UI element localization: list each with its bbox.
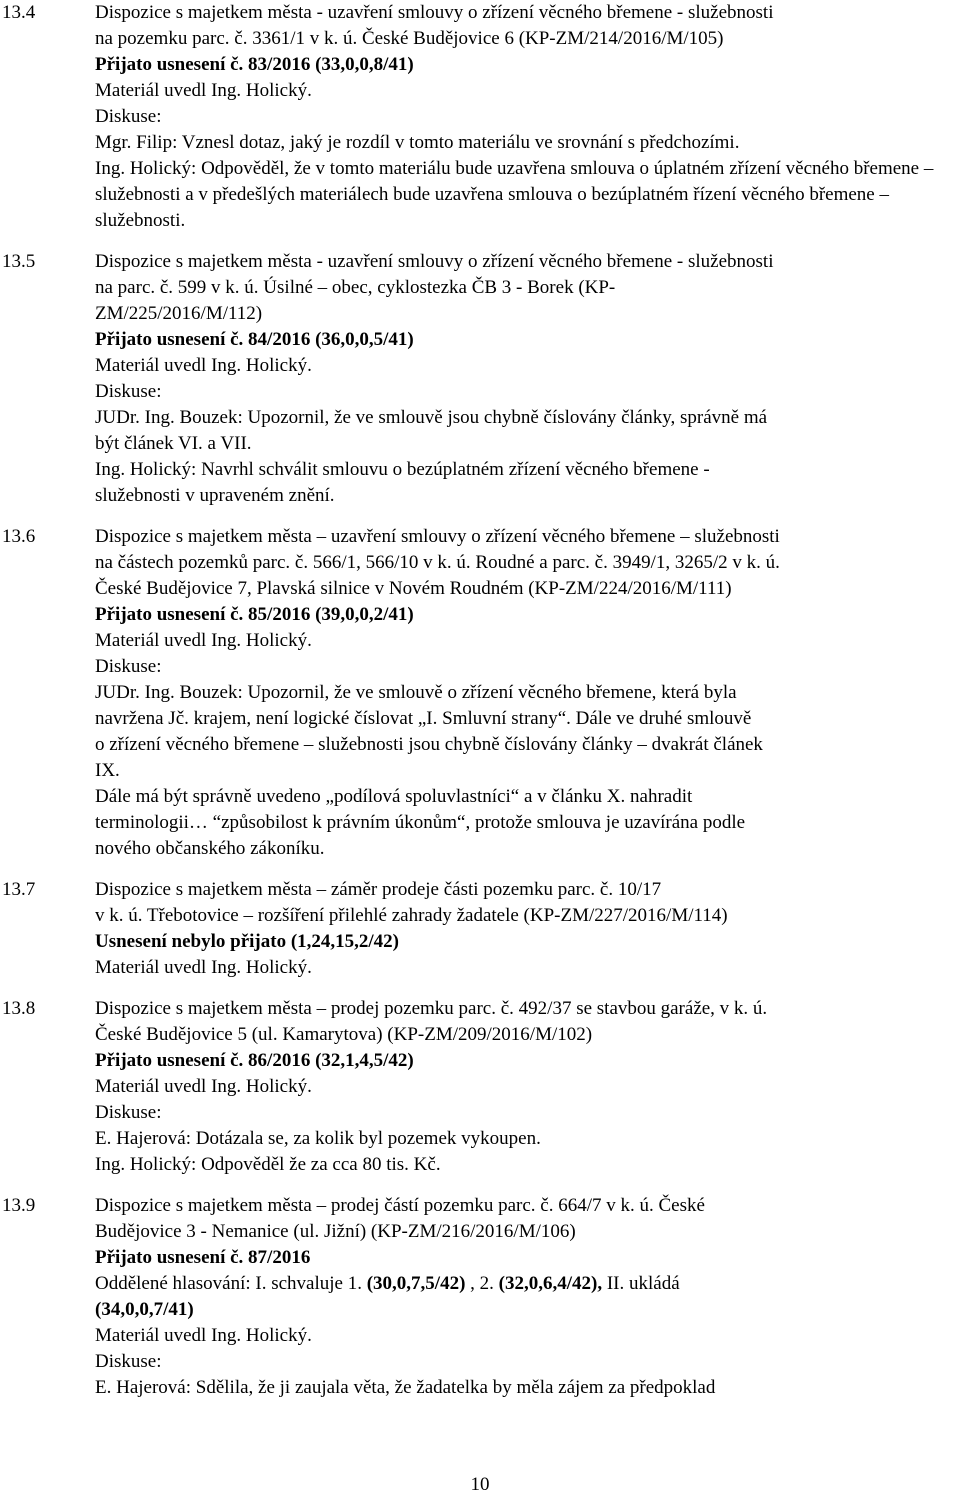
discussion-line: Ing. Holický: Odpověděl že za cca 80 tis. Kč. bbox=[95, 1154, 441, 1175]
resolution-line: Usnesení nebylo přijato (1,24,15,2/42) bbox=[95, 931, 399, 952]
discussion-line: E. Hajerová: Sdělila, že ji zaujala věta, že žadatelka by měla zájem za předpoklad bbox=[95, 1377, 716, 1398]
page-number: 10 bbox=[470, 1474, 490, 1495]
discussion-line: E. Hajerová: Dotázala se, za kolik byl pozemek vykoupen. bbox=[95, 1128, 541, 1149]
discussion-line: o zřízení věcného břemene – služebnosti jsou chybně číslovány články – dvakrát článek bbox=[95, 734, 763, 755]
vote-separator: II. ukládá bbox=[602, 1273, 680, 1294]
discussion-line: nového občanského zákoníku. bbox=[95, 838, 325, 859]
discussion-line: Dále má být správně uvedeno „podílová spoluvlastníci“ a v článku X. nahradit bbox=[95, 786, 693, 807]
item-title-line: Dispozice s majetkem města – prodej pozemku parc. č. 492/37 se stavbou garáže, v k. ú. bbox=[95, 998, 768, 1019]
item-title-line: v k. ú. Třebotovice – rozšíření přilehlé zahrady žadatele (KP-ZM/227/2016/M/114) bbox=[95, 905, 728, 926]
agenda-item-13-7 bbox=[0, 877, 955, 981]
discussion-label: Diskuse: bbox=[95, 1351, 162, 1372]
item-number: 13.9 bbox=[2, 1195, 36, 1216]
vote-result-3: (34,0,0,7/41) bbox=[95, 1299, 194, 1320]
item-title-line: na částech pozemků parc. č. 566/1, 566/10 v k. ú. Roudné a parc. č. 3949/1, 3265/2 v k. ú. bbox=[95, 552, 780, 573]
vote-separator: , 2. bbox=[465, 1273, 499, 1294]
presenter-line: Materiál uvedl Ing. Holický. bbox=[95, 355, 312, 376]
presenter-line: Materiál uvedl Ing. Holický. bbox=[95, 80, 312, 101]
resolution-line: Přijato usnesení č. 86/2016 (32,1,4,5/42) bbox=[95, 1050, 414, 1071]
discussion-line: služebnosti v upraveném znění. bbox=[95, 485, 335, 506]
item-number: 13.6 bbox=[2, 526, 36, 547]
item-title-line: České Budějovice 7, Plavská silnice v Novém Roudném (KP-ZM/224/2016/M/111) bbox=[95, 578, 732, 599]
discussion-line: JUDr. Ing. Bouzek: Upozornil, že ve smlouvě jsou chybně číslovány články, správně má bbox=[95, 407, 768, 428]
presenter-line: Materiál uvedl Ing. Holický. bbox=[95, 630, 312, 651]
discussion-label: Diskuse: bbox=[95, 381, 162, 402]
vote-prefix: Oddělené hlasování: I. schvaluje 1. bbox=[95, 1273, 367, 1294]
presenter-line: Materiál uvedl Ing. Holický. bbox=[95, 1076, 312, 1097]
presenter-line: Materiál uvedl Ing. Holický. bbox=[95, 957, 312, 978]
discussion-label: Diskuse: bbox=[95, 1102, 162, 1123]
discussion-label: Diskuse: bbox=[95, 106, 162, 127]
discussion-line: Mgr. Filip: Vznesl dotaz, jaký je rozdíl v tomto materiálu ve srovnání s předchozími. bbox=[95, 132, 740, 153]
item-title-line: Dispozice s majetkem města – uzavření smlouvy o zřízení věcného břemene – služebnosti bbox=[95, 526, 780, 547]
resolution-line: Přijato usnesení č. 83/2016 (33,0,0,8/41) bbox=[95, 54, 414, 75]
discussion-label: Diskuse: bbox=[95, 656, 162, 677]
discussion-line: Ing. Holický: Navrhl schválit smlouvu o bezúplatném zřízení věcného břemene - bbox=[95, 459, 710, 480]
item-number: 13.7 bbox=[2, 879, 36, 900]
item-title-line: ZM/225/2016/M/112) bbox=[95, 303, 263, 324]
agenda-item-13-5 bbox=[0, 249, 955, 509]
resolution-line: Přijato usnesení č. 87/2016 bbox=[95, 1247, 311, 1268]
item-title-line: Dispozice s majetkem města – záměr prodeje části pozemku parc. č. 10/17 bbox=[95, 879, 662, 900]
agenda-item-13-9 bbox=[0, 1193, 955, 1401]
vote-line bbox=[95, 1271, 955, 1297]
item-number: 13.8 bbox=[2, 998, 36, 1019]
discussion-line: být článek VI. a VII. bbox=[95, 433, 252, 454]
resolution-line: Přijato usnesení č. 85/2016 (39,0,0,2/41) bbox=[95, 604, 414, 625]
item-title-line: na pozemku parc. č. 3361/1 v k. ú. České Budějovice 6 (KP-ZM/214/2016/M/105) bbox=[95, 28, 724, 49]
vote-result-1: (30,0,7,5/42) bbox=[366, 1273, 466, 1294]
agenda-item-13-8 bbox=[0, 996, 955, 1178]
vote-result-2: (32,0,6,4/42), bbox=[498, 1273, 603, 1294]
discussion-paragraph: Ing. Holický: Odpověděl, že v tomto materiálu bude uzavřena smlouva o úplatném zřízení věcného břemene – služebnosti a v předešlých materiálech bude uzavřena smlouva o bezúplatném řízení věcného břemene – služebnosti. bbox=[95, 158, 934, 231]
item-title-line: Dispozice s majetkem města - uzavření smlouvy o zřízení věcného břemene - služebnosti bbox=[95, 2, 774, 23]
presenter-line: Materiál uvedl Ing. Holický. bbox=[95, 1325, 312, 1346]
item-title-line: na parc. č. 599 v k. ú. Úsilné – obec, cyklostezka ČB 3 - Borek (KP- bbox=[95, 277, 616, 298]
discussion-line: terminologii… “způsobilost k právním úkonům“, protože smlouva je uzavírána podle bbox=[95, 812, 746, 833]
discussion-line: JUDr. Ing. Bouzek: Upozornil, že ve smlouvě o zřízení věcného břemene, která byla bbox=[95, 682, 737, 703]
discussion-line: IX. bbox=[95, 760, 120, 781]
item-title-line: Dispozice s majetkem města – prodej částí pozemku parc. č. 664/7 v k. ú. České bbox=[95, 1195, 705, 1216]
item-title-line: České Budějovice 5 (ul. Kamarytova) (KP-ZM/209/2016/M/102) bbox=[95, 1024, 593, 1045]
item-title-line: Budějovice 3 - Nemanice (ul. Jižní) (KP-ZM/216/2016/M/106) bbox=[95, 1221, 576, 1242]
agenda-item-13-6 bbox=[0, 524, 955, 862]
item-number: 13.5 bbox=[2, 251, 36, 272]
resolution-line: Přijato usnesení č. 84/2016 (36,0,0,5/41) bbox=[95, 329, 414, 350]
item-number: 13.4 bbox=[2, 2, 36, 23]
discussion-line: navržena Jč. krajem, není logické číslovat „I. Smluvní strany“. Dále ve druhé smlouvě bbox=[95, 708, 752, 729]
agenda-item-13-4 bbox=[0, 0, 955, 234]
item-title-line: Dispozice s majetkem města - uzavření smlouvy o zřízení věcného břemene - služebnosti bbox=[95, 251, 774, 272]
